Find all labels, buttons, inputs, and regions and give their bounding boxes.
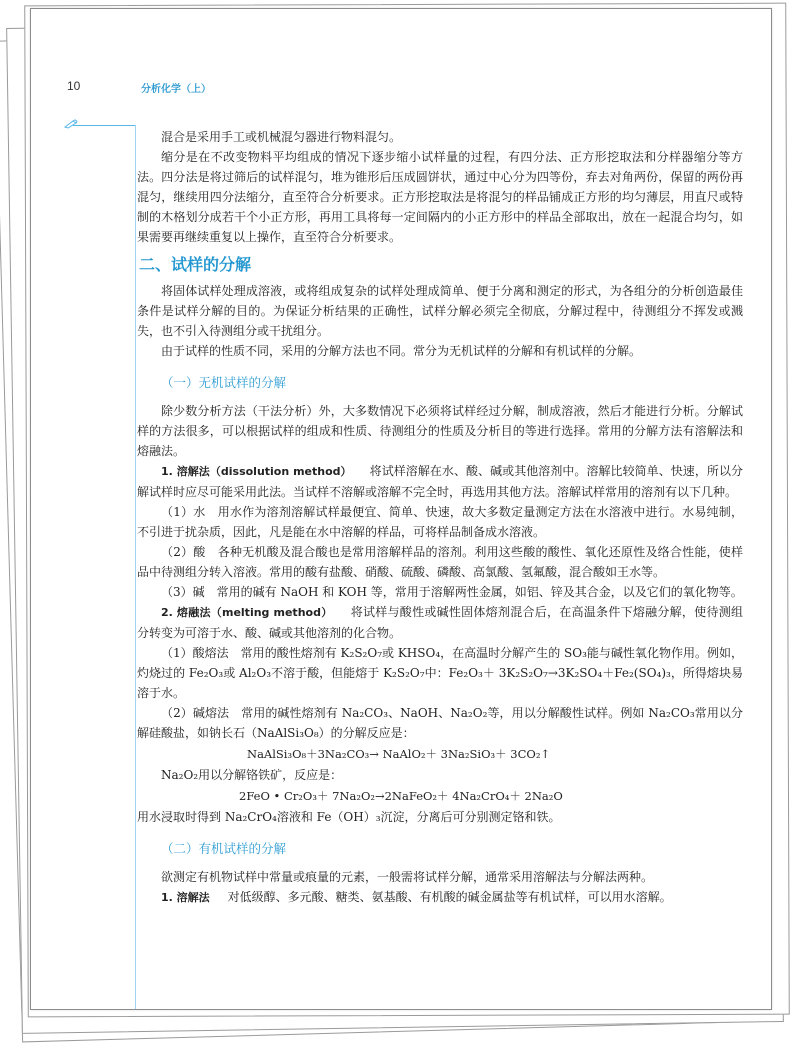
paragraph: （1）水 用水作为溶剂溶解试样最便宜、简单、快速，故大多数定量测定方法在水溶液中进行。水易纯制，不引进于扰杂质，因此，凡是能在水中溶解的样品，可将样品制备成水溶液。 — [137, 505, 743, 539]
paragraph: （2）碱熔法 常用的碱性熔剂有 Na₂CO₃、NaOH、Na₂O₂等，用以分解酸性试样。例如 Na₂CO₃常用以分解硅酸盐，如钠长石（NaAlSi₃O₈）的分解反应是： — [137, 706, 743, 740]
book-page — [30, 8, 772, 1010]
paragraph: 除少数分析方法（干法分析）外，大多数情况下必须将试样经过分解，制成溶液，然后才能进行分析。分解试样的方法很多，可以根据试样的组成和性质、待测组分的性质及分析目的等进行选择。常用的分解方法有溶解法和熔融法。 — [137, 404, 743, 458]
paragraph — [137, 887, 743, 908]
paragraph: 混合是采用手工或机械混匀器进行物料混匀。 — [161, 130, 402, 144]
equation: 2FeO • Cr₂O₃＋ 7Na₂O₂→2NaFeO₂＋ 4Na₂CrO₄＋ 2Na₂O — [239, 789, 563, 803]
paragraph: （1）酸熔法 常用的酸性熔剂有 K₂S₂O₇或 KHSO₄，在高温时分解产生的 SO₃能与碱性氧化物作用。例如，灼烧过的 Fe₂O₃或 Al₂O₃不溶于酸，但能熔于 K₂S₂O₇中：Fe₂O₃＋ 3K₂S₂O₇→3K₂SO₄＋Fe₂(SO₄)₃，所得熔块易溶于水。 — [137, 646, 743, 700]
paragraph: 由于试样的性质不同，采用的分解方法也不同。常分为无机试样的分解和有机试样的分解。 — [161, 344, 642, 358]
paragraph: 将固体试样处理成溶液，或将组成复杂的试样处理成简单、便于分离和测定的形式，为各组分的分析创造最佳条件是试样分解的目的。为保证分析结果的正确性，试样分解必须完全彻底，分解过程中，待测组分不挥发或溅失，也不引入待测组分或干扰组分。 — [137, 284, 743, 338]
method-label: 1. 溶解法 — [161, 891, 210, 904]
page-number: 10 — [67, 79, 81, 93]
paragraph — [137, 602, 743, 643]
paragraph: Na₂O₂用以分解铬铁矿，反应是： — [161, 768, 343, 782]
subsection-heading: （一）无机试样的分解 — [161, 375, 287, 390]
margin-rule — [73, 125, 135, 126]
paragraph — [137, 461, 743, 502]
section-heading: 二、试样的分解 — [139, 255, 252, 274]
paragraph: （3）碱 常用的碱有 NaOH 和 KOH 等，常用于溶解两性金属，如铝、锌及其合金，以及它们的氧化物等。 — [161, 585, 743, 599]
method-label: 1. 溶解法（dissolution method） — [161, 465, 352, 478]
method-text: 将试样溶解在水、酸、碱或其他溶剂中。溶解比较简单、快速，所以分解试样时应尽可能采用此法。当试样不溶解或溶解不完全时，再选用其他方法。溶解试样常用的溶剂有以下几种。 — [137, 464, 743, 499]
paragraph: （2）酸 各种无机酸及混合酸也是常用溶解样品的溶剂。利用这些酸的酸性、氧化还原性及络合性能，使样品中待测组分转入溶液。常用的酸有盐酸、硝酸、硫酸、磷酸、高氯酸、氢氟酸，混合酸如王水等。 — [137, 545, 743, 579]
equation: NaAlSi₃O₈＋3Na₂CO₃→ NaAlO₂＋ 3Na₂SiO₃＋ 3CO₂↑ — [247, 747, 551, 761]
paragraph: 用水浸取时得到 Na₂CrO₄溶液和 Fe（OH）₃沉淀，分离后可分别测定铬和铁。 — [137, 810, 561, 824]
pencil-icon — [64, 119, 78, 129]
paragraph: 欲测定有机物试样中常量或痕量的元素，一般需将试样分解，通常采用溶解法与分解法两种。 — [161, 870, 654, 884]
paragraph: 缩分是在不改变物料平均组成的情况下逐步缩小试样量的过程，有四分法、正方形挖取法和分样器缩分等方法。四分法是将过筛后的试样混匀，堆为锥形后压成圆饼状，通过中心分为四等份，弃去对角两份，保留的两份再混匀，继续用四分法缩分，直至符合分析要求。正方形挖取法是将混匀的样品铺成正方形的均匀薄层，用直尺或特制的木格划分成若干个小正方形，再用工具将每一定间隔内的小正方形中的样品全部取出，放在一起混合均匀，如果需要再继续重复以上操作，直至符合分析要求。 — [137, 150, 743, 244]
method-text: 对低级醇、多元酸、糖类、氨基酸、有机酸的碱金属盐等有机试样，可以用水溶解。 — [227, 890, 672, 904]
margin-rule — [135, 125, 136, 1009]
page-body — [137, 127, 743, 908]
method-text: 将试样与酸性或碱性固体熔剂混合后，在高温条件下熔融分解，使待测组分转变为可溶于水、酸、碱或其他溶剂的化合物。 — [137, 605, 743, 640]
running-title: 分析化学（上） — [141, 84, 211, 95]
subsection-heading: （二）有机试样的分解 — [161, 841, 287, 856]
method-label: 2. 熔融法（melting method） — [161, 606, 333, 619]
